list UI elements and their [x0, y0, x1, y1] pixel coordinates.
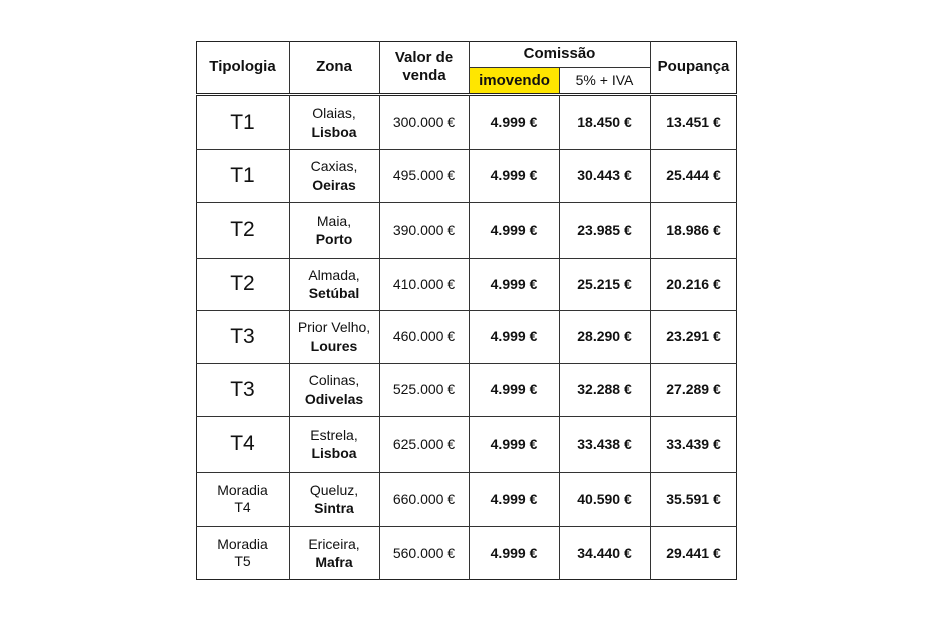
comissao-split-line [469, 67, 650, 68]
tipologia-text: T2 [230, 218, 255, 242]
comissao-pct-iva-value: 25.215 € [577, 275, 632, 292]
cell-comissao-pct-iva [559, 202, 650, 258]
header-zona [289, 41, 379, 93]
row-divider [196, 363, 737, 364]
cell-comissao-imovendo [469, 258, 559, 310]
cell-valor-venda [379, 416, 469, 472]
cell-tipologia [196, 472, 289, 526]
comissao-imovendo-value: 4.999 € [490, 114, 538, 131]
valor-venda-value: 495.000 € [392, 167, 456, 184]
header-bottom-line [196, 93, 737, 94]
comissao-imovendo-value: 4.999 € [490, 490, 538, 507]
poupanca-value: 33.439 € [666, 435, 721, 452]
valor-venda-value: 460.000 € [392, 328, 456, 345]
cell-poupanca [650, 149, 737, 202]
poupanca-value: 20.216 € [666, 275, 721, 292]
zona-city: Mafra [315, 554, 353, 570]
cell-comissao-pct-iva [559, 526, 650, 580]
header-tipologia [196, 41, 289, 93]
cell-comissao-imovendo [469, 472, 559, 526]
header-zona-label: Zona [316, 58, 352, 75]
valor-venda-value: 390.000 € [392, 221, 456, 238]
header-column-divider [379, 41, 380, 93]
header-poupanca-label: Poupança [657, 58, 730, 75]
row-divider [196, 526, 737, 527]
poupanca-value: 18.986 € [666, 221, 721, 238]
cell-poupanca [650, 526, 737, 580]
cell-valor-venda [379, 149, 469, 202]
cell-tipologia [196, 526, 289, 580]
cell-zona [289, 258, 379, 310]
zona-area: Queluz, [309, 481, 359, 498]
row-divider [196, 310, 737, 311]
comissao-pct-iva-value: 18.450 € [577, 114, 632, 131]
cell-zona [289, 526, 379, 580]
header-column-divider [559, 67, 560, 93]
column-divider [559, 95, 560, 580]
poupanca-value: 27.289 € [666, 381, 721, 398]
cell-comissao-pct-iva [559, 96, 650, 149]
valor-venda-value: 410.000 € [392, 275, 456, 292]
cell-valor-venda [379, 472, 469, 526]
header-valor-venda [379, 41, 469, 93]
poupanca-value: 35.591 € [666, 490, 721, 507]
tipologia-text: T1 [230, 163, 255, 187]
zona-city: Setúbal [308, 285, 360, 301]
cell-tipologia [196, 363, 289, 416]
zona-area: Maia, [316, 212, 352, 229]
poupanca-value: 29.441 € [666, 544, 721, 561]
cell-valor-venda [379, 258, 469, 310]
valor-venda-value: 560.000 € [392, 544, 456, 561]
comissao-pct-iva-value: 34.440 € [577, 544, 632, 561]
column-divider [379, 95, 380, 580]
tipologia-text-line2: T4 [234, 499, 251, 515]
cell-comissao-imovendo [469, 526, 559, 580]
cell-poupanca [650, 416, 737, 472]
comissao-imovendo-value: 4.999 € [490, 221, 538, 238]
tipologia-text: Moradia [217, 481, 268, 498]
valor-venda-value: 300.000 € [392, 114, 456, 131]
cell-tipologia [196, 416, 289, 472]
comissao-imovendo-value: 4.999 € [490, 381, 538, 398]
header-valor-line2: venda [402, 67, 446, 84]
tipologia-text: T3 [230, 324, 255, 348]
header-column-divider [289, 41, 290, 93]
comissao-pct-iva-value: 40.590 € [577, 490, 632, 507]
cell-zona [289, 149, 379, 202]
comissao-imovendo-value: 4.999 € [490, 275, 538, 292]
comissao-pct-iva-value: 23.985 € [577, 221, 632, 238]
poupanca-value: 13.451 € [666, 114, 721, 131]
cell-comissao-pct-iva [559, 472, 650, 526]
comissao-pct-iva-value: 32.288 € [577, 381, 632, 398]
poupanca-value: 25.444 € [666, 167, 721, 184]
tipologia-text: Moradia [217, 535, 268, 552]
row-divider [196, 258, 737, 259]
header-column-divider [650, 41, 651, 93]
valor-venda-value: 660.000 € [392, 490, 456, 507]
cell-comissao-imovendo [469, 202, 559, 258]
zona-city: Oeiras [312, 176, 356, 193]
column-divider [289, 95, 290, 580]
header-pct-iva [559, 67, 650, 93]
zona-city: Lisboa [311, 123, 357, 140]
zona-area: Ericeira, [308, 535, 360, 552]
tipologia-text-line2: T5 [234, 553, 251, 569]
comissao-pct-iva-value: 33.438 € [577, 435, 632, 452]
cell-valor-venda [379, 363, 469, 416]
column-divider [650, 95, 651, 580]
cell-poupanca [650, 363, 737, 416]
tipologia-text: T2 [230, 272, 255, 296]
tipologia-text: T4 [230, 432, 255, 456]
zona-city: Lisboa [311, 445, 357, 461]
cell-comissao-imovendo [469, 96, 559, 149]
tipologia-text: T1 [230, 110, 255, 134]
cell-zona [289, 310, 379, 363]
cell-tipologia [196, 202, 289, 258]
cell-valor-venda [379, 202, 469, 258]
cell-comissao-pct-iva [559, 416, 650, 472]
zona-area: Caxias, [310, 158, 358, 175]
cell-comissao-imovendo [469, 416, 559, 472]
cell-comissao-pct-iva [559, 258, 650, 310]
zona-area: Prior Velho, [297, 319, 371, 336]
cell-zona [289, 472, 379, 526]
header-imovendo [470, 68, 559, 93]
row-divider [196, 149, 737, 150]
cell-tipologia [196, 310, 289, 363]
zona-city: Sintra [314, 500, 354, 516]
zona-city: Loures [310, 337, 358, 354]
header-imovendo-label: imovendo [479, 71, 550, 89]
valor-venda-value: 625.000 € [392, 435, 456, 452]
cell-poupanca [650, 310, 737, 363]
cell-zona [289, 416, 379, 472]
header-poupanca [650, 41, 737, 93]
cell-poupanca [650, 472, 737, 526]
header-pct-iva-label: 5% + IVA [575, 71, 634, 88]
comissao-imovendo-value: 4.999 € [490, 167, 538, 184]
cell-tipologia [196, 96, 289, 149]
cell-tipologia [196, 258, 289, 310]
comissao-imovendo-value: 4.999 € [490, 328, 538, 345]
zona-area: Olaias, [312, 105, 356, 122]
cell-valor-venda [379, 96, 469, 149]
cell-comissao-imovendo [469, 310, 559, 363]
comissao-pct-iva-value: 28.290 € [577, 328, 632, 345]
zona-area: Colinas, [308, 372, 360, 389]
cell-zona [289, 96, 379, 149]
cell-poupanca [650, 96, 737, 149]
zona-area: Estrela, [310, 426, 358, 443]
cell-comissao-pct-iva [559, 149, 650, 202]
zona-city: Odivelas [304, 390, 364, 407]
column-divider [469, 95, 470, 580]
cell-comissao-pct-iva [559, 310, 650, 363]
cell-comissao-imovendo [469, 149, 559, 202]
cell-poupanca [650, 258, 737, 310]
zona-area: Almada, [308, 266, 360, 283]
cell-tipologia [196, 149, 289, 202]
cell-zona [289, 363, 379, 416]
header-comissao [469, 41, 650, 67]
header-valor-line1: Valor de [394, 49, 454, 66]
row-divider [196, 472, 737, 473]
row-divider [196, 202, 737, 203]
cell-poupanca [650, 202, 737, 258]
cell-comissao-pct-iva [559, 363, 650, 416]
comissao-pct-iva-value: 30.443 € [577, 167, 632, 184]
row-divider [196, 416, 737, 417]
comissao-imovendo-value: 4.999 € [490, 544, 538, 561]
cell-valor-venda [379, 526, 469, 580]
valor-venda-value: 525.000 € [392, 381, 456, 398]
cell-valor-venda [379, 310, 469, 363]
cell-comissao-imovendo [469, 363, 559, 416]
cell-zona [289, 202, 379, 258]
zona-city: Porto [315, 231, 353, 247]
header-tipologia-label: Tipologia [209, 58, 276, 75]
header-comissao-label: Comissão [523, 45, 596, 62]
tipologia-text: T3 [230, 377, 255, 401]
poupanca-value: 23.291 € [666, 328, 721, 345]
comissao-imovendo-value: 4.999 € [490, 435, 538, 452]
